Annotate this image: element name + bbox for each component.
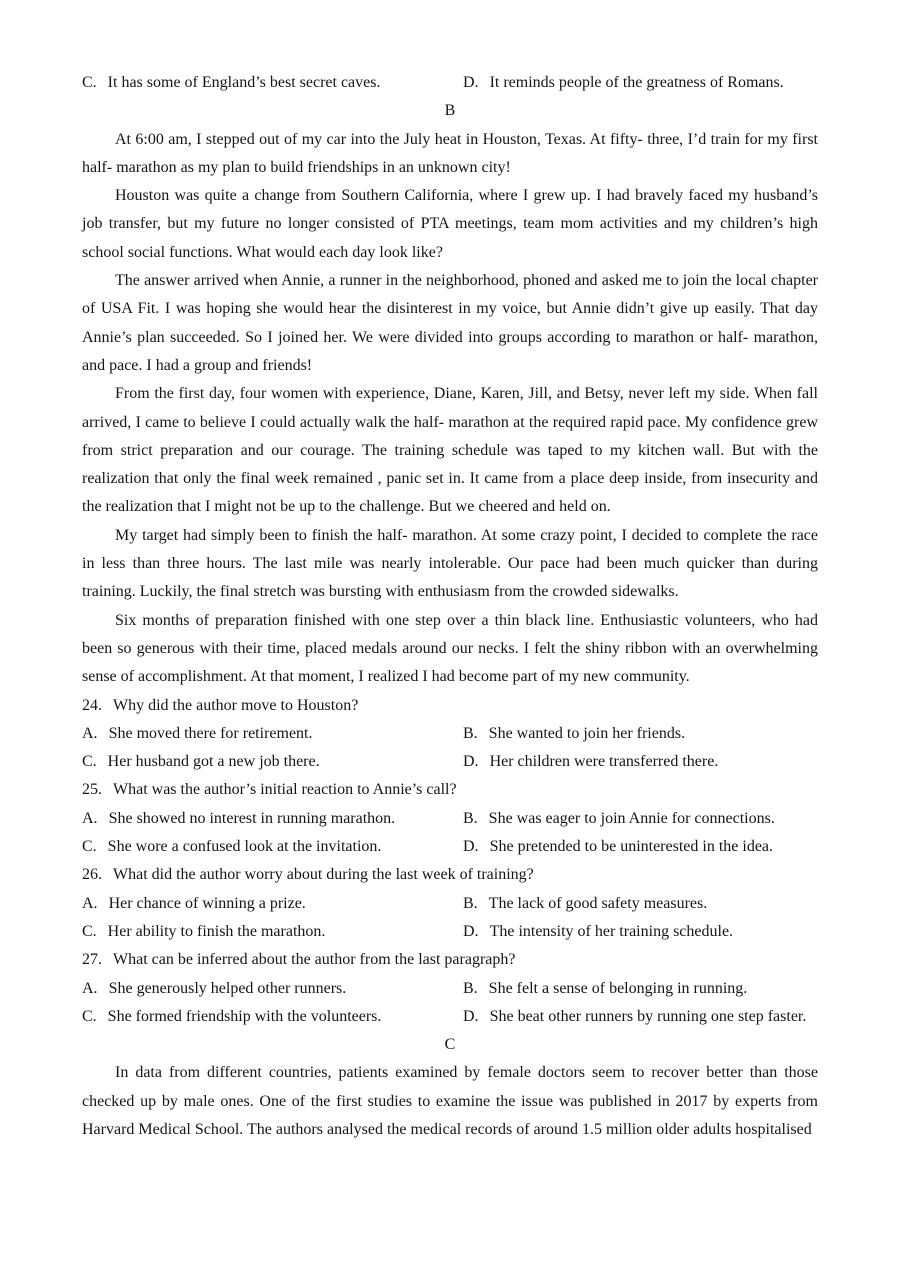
question-27 (82, 946, 818, 1031)
question-24-option-c (82, 748, 463, 776)
option-label: D. (463, 74, 479, 91)
option-text: She moved there for retirement. (108, 724, 313, 742)
question-24-option-a (82, 720, 463, 748)
passage-c-paragraph-1: In data from different countries, patients examined by female doctors seem to recover better than those checked up by male ones. One of the first studies to examine the issue was published in 2017 by experts from Harvard Medical School. The authors analysed the medical records of around 1.5 million older adults hospitalised (82, 1064, 818, 1138)
question-27-option-c (82, 1003, 463, 1031)
question-26-option-d (463, 918, 818, 946)
question-27-stem (82, 946, 818, 974)
question-24-stem (82, 692, 818, 720)
passage-b-paragraph-1: At 6:00 am, I stepped out of my car into the July heat in Houston, Texas. At fifty- three, I’d train for my first half- marathon as my plan to build friendships in an unknown city! (82, 130, 818, 176)
option-label: B. (463, 809, 478, 827)
option-label: A. (82, 979, 98, 997)
option-text: She wanted to join her friends. (488, 724, 686, 742)
section-c-heading: C (444, 1036, 456, 1054)
question-24-option-d (463, 748, 818, 776)
option-text: She was eager to join Annie for connections. (488, 809, 775, 827)
option-label: D. (463, 922, 479, 940)
option-label: A. (82, 724, 98, 742)
question-26-stem (82, 861, 818, 889)
question-26-option-a (82, 890, 463, 918)
option-label: C. (82, 753, 97, 771)
question-24-options-cd (82, 748, 818, 776)
option-text: Her husband got a new job there. (107, 753, 320, 771)
carryover-option-c (82, 69, 463, 97)
option-label: C. (82, 1007, 97, 1025)
question-text: What was the author’s initial reaction to Annie’s call? (113, 781, 457, 799)
question-26-option-b (463, 890, 818, 918)
question-25-options-cd (82, 833, 818, 861)
question-number: 24. (82, 696, 102, 714)
question-text: What did the author worry about during the last week of training? (113, 866, 534, 884)
question-27-options-cd (82, 1003, 818, 1031)
option-label: C. (82, 922, 97, 940)
question-number: 25. (82, 781, 102, 799)
option-text: She generously helped other runners. (108, 979, 347, 997)
option-label: B. (463, 979, 478, 997)
passage-b-paragraph-6: Six months of preparation finished with one step over a thin black line. Enthusiastic volunteers, who had been so generous with their time, placed medals around our necks. I felt the shiny ribbon with an overwhelming sense of accomplishment. At that moment, I realized I had become part of my new community. (82, 611, 818, 686)
passage-b-paragraph-5: My target had simply been to finish the half- marathon. At some crazy point, I decided to complete the race in less than three hours. The last mile was nearly intolerable. Our pace had been much quicker than during training. Luckily, the final stretch was bursting with enthusiasm from the crowded sidewalks. (82, 526, 818, 601)
question-text: What can be inferred about the author from the last paragraph? (113, 951, 516, 969)
question-26-options-ab (82, 890, 818, 918)
question-25-stem (82, 776, 818, 804)
option-label: A. (82, 809, 98, 827)
option-text: She formed friendship with the volunteers. (107, 1007, 382, 1025)
option-text: The intensity of her training schedule. (489, 922, 734, 940)
option-label: B. (463, 724, 478, 742)
question-24 (82, 692, 818, 777)
option-label: D. (463, 1007, 479, 1025)
passage-b-paragraph-4: From the first day, four women with experience, Diane, Karen, Jill, and Betsy, never left my side. When fall arrived, I came to believe I could actually walk the half- marathon at the required rapid pace. My confidence grew from strict preparation and our courage. The training schedule was taped to my kitchen wall. But with the realization that only the final week remained , panic set in. It came from a place deep inside, from insecurity and the realization that I might not be up to the challenge. But we cheered and held on. (82, 385, 818, 516)
option-label: A. (82, 894, 98, 912)
option-label: D. (463, 838, 479, 856)
question-24-option-b (463, 720, 818, 748)
section-b-heading: B (444, 102, 456, 120)
carryover-options-row (82, 69, 818, 97)
question-24-options-ab (82, 720, 818, 748)
option-text: It reminds people of the greatness of Romans. (489, 74, 784, 91)
option-text: Her ability to finish the marathon. (107, 922, 326, 940)
question-text: Why did the author move to Houston? (113, 696, 359, 714)
question-25-option-a (82, 805, 463, 833)
passage-b-paragraph-3: The answer arrived when Annie, a runner in the neighborhood, phoned and asked me to join the local chapter of USA Fit. I was hoping she would hear the disinterest in my voice, but Annie didn’t give up easily. That day Annie’s plan succeeded. So I joined her. We were divided into groups according to marathon or half- marathon, and pace. I had a group and friends! (82, 272, 818, 374)
carryover-option-d (463, 69, 818, 97)
option-text: She felt a sense of belonging in running. (488, 979, 748, 997)
question-26 (82, 861, 818, 946)
option-label: C. (82, 838, 97, 856)
passage-b-paragraph-2: Houston was quite a change from Southern California, where I grew up. I had bravely faced my husband’s job transfer, but my future no longer consisted of PTA meetings, team mom activities and my children’s high school social functions. What would each day look like? (82, 187, 818, 261)
option-label: C. (82, 74, 97, 91)
question-25-option-d (463, 833, 818, 861)
question-number: 27. (82, 951, 102, 969)
question-26-options-cd (82, 918, 818, 946)
option-text: It has some of England’s best secret caves. (107, 74, 381, 91)
option-text: She beat other runners by running one step faster. (489, 1007, 807, 1025)
question-27-options-ab (82, 975, 818, 1003)
option-text: The lack of good safety measures. (488, 894, 708, 912)
question-number: 26. (82, 866, 102, 884)
option-text: She pretended to be uninterested in the idea. (489, 838, 774, 856)
option-text: She wore a confused look at the invitation. (107, 838, 382, 856)
question-27-option-a (82, 975, 463, 1003)
option-text: She showed no interest in running marathon. (108, 809, 396, 827)
question-25-option-b (463, 805, 818, 833)
question-26-option-c (82, 918, 463, 946)
option-label: B. (463, 894, 478, 912)
option-label: D. (463, 753, 479, 771)
option-text: Her children were transferred there. (489, 753, 719, 771)
question-25-option-c (82, 833, 463, 861)
question-27-option-b (463, 975, 818, 1003)
question-25 (82, 776, 818, 861)
option-text: Her chance of winning a prize. (108, 894, 306, 912)
question-25-options-ab (82, 805, 818, 833)
question-27-option-d (463, 1003, 818, 1031)
